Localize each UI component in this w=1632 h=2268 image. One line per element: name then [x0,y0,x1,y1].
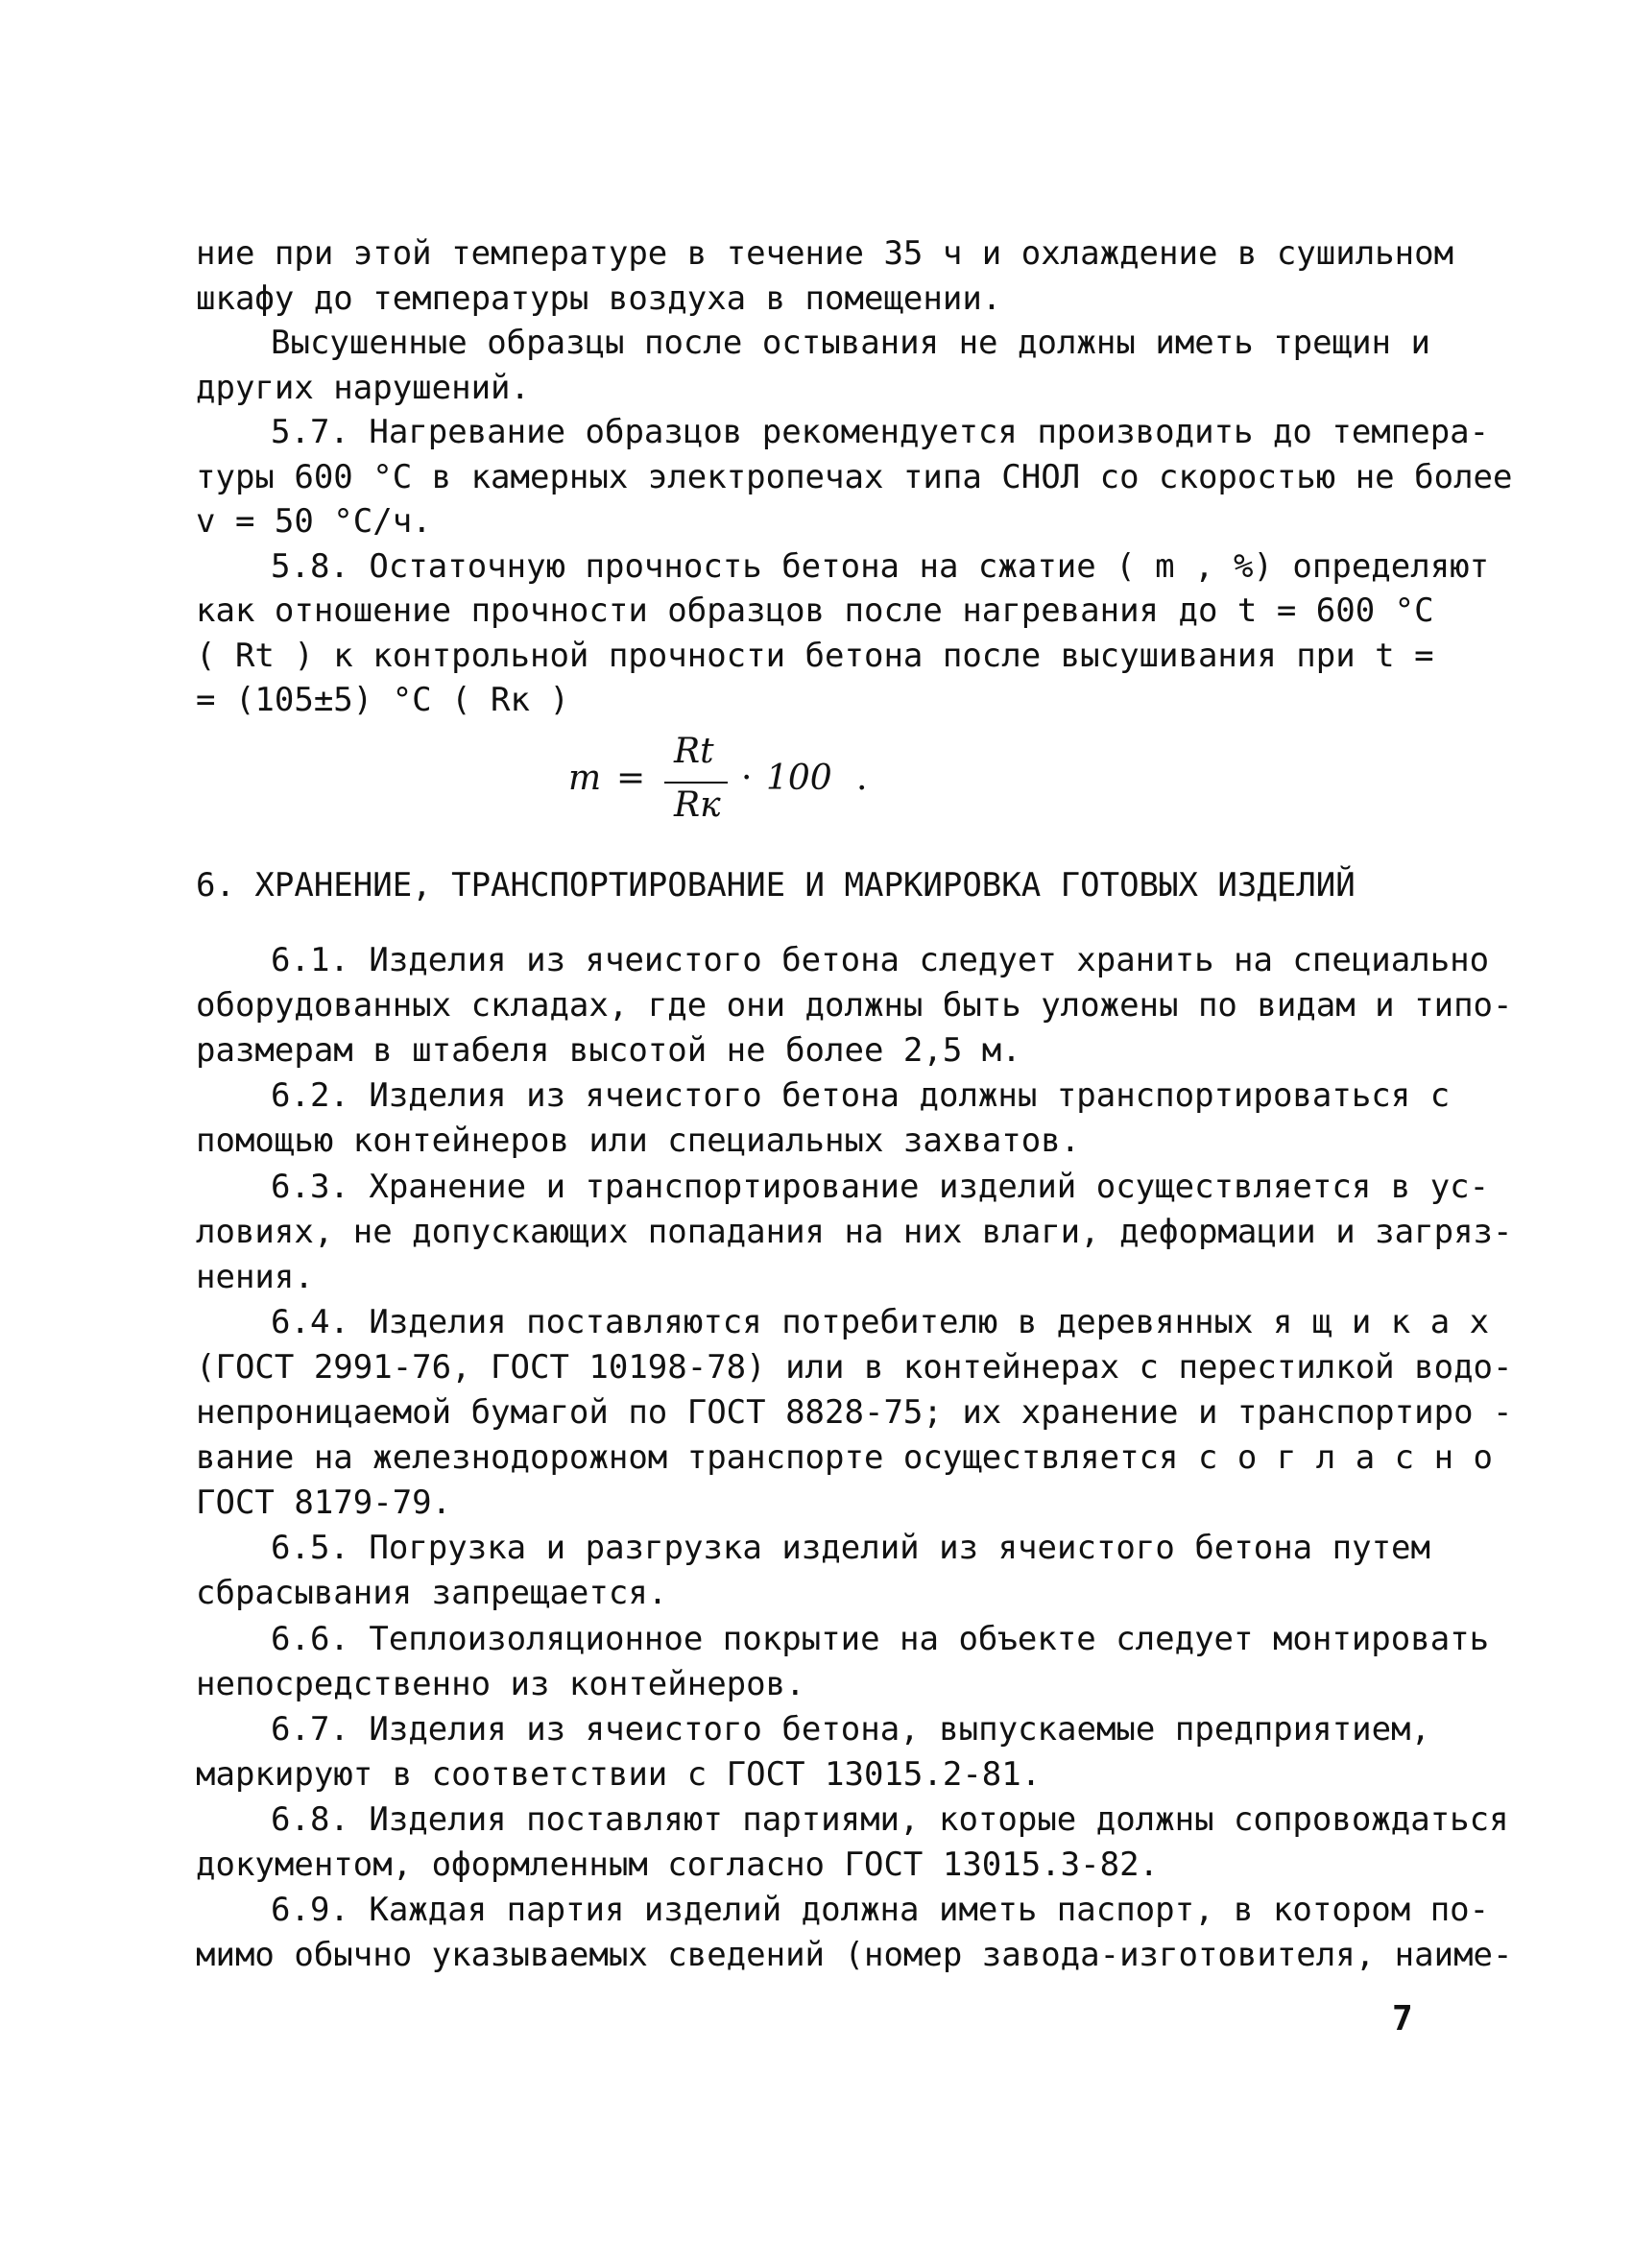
text-line: размерам в штабеля высотой не более 2,5 м. [196,1031,1021,1071]
text-line: вание на железнодорожном транспорте осуществляется с о г л а с н о [196,1438,1494,1478]
text-line: 6.3. Хранение и транспортирование изделий осуществляется в ус- [271,1167,1490,1206]
text-line: шкафу до температуры воздуха в помещении. [196,278,1002,318]
text-line: ( Rt ) к контрольной прочности бетона после высушивания при t = [196,636,1434,675]
text-line: (ГОСТ 2991-76, ГОСТ 10198-78) или в контейнерах с перестилкой водо- [196,1347,1513,1387]
formula-lhs: m [568,759,602,798]
text-line: мимо обычно указываемых сведений (номер завода-изготовителя, наиме- [196,1936,1513,1975]
formula-denominator: Rк [674,785,721,825]
text-line: сбрасывания запрещается. [196,1574,668,1613]
text-line: 6.2. Изделия из ячеистого бетона должны транспортироваться с [271,1076,1451,1116]
formula-equals: = [616,759,646,798]
text-line: помощью контейнеров или специальных захватов. [196,1122,1081,1161]
formula-numerator: Rt [674,732,714,771]
text-line: маркируют в соответствии с ГОСТ 13015.2-81. [196,1754,1042,1794]
text-line: 5.7. Нагревание образцов рекомендуется производить до темпера- [271,413,1490,451]
text-line: = (105±5) °С ( Rк ) [196,681,569,719]
section-heading: 6. ХРАНЕНИЕ, ТРАНСПОРТИРОВАНИЕ И МАРКИРОВКА ГОТОВЫХ ИЗДЕЛИЙ [196,866,1356,905]
page-number: 7 [1392,1999,1413,2039]
text-line: 6.5. Погрузка и разгрузка изделий из ячеистого бетона путем [271,1529,1430,1568]
text-line: 5.8. Остаточную прочность бетона на сжатие ( m , %) определяют [271,546,1490,586]
formula-period: . [856,759,868,798]
text-line: 6.4. Изделия поставляются потребителю в деревянных я щ и к а х [271,1302,1490,1341]
text-line: непроницаемой бумагой по ГОСТ 8828-75; их хранение и транспортиро - [196,1393,1513,1432]
text-line: Высушенные образцы после остывания не должны иметь трещин и [271,324,1430,362]
text-line: 6.8. Изделия поставляют партиями, которые должны сопровождаться [271,1799,1509,1839]
text-line: нения. [196,1257,314,1296]
text-line: непосредственно из контейнеров. [196,1664,805,1703]
text-line: туры 600 °С в камерных электропечах типа СНОЛ со скоростью не более [196,457,1513,496]
text-line: документом, оформленным согласно ГОСТ 13015.3-82. [196,1846,1160,1884]
text-line: 6.1. Изделия из ячеистого бетона следует хранить на специально [271,941,1490,979]
text-line: 6.9. Каждая партия изделий должна иметь паспорт, в котором по- [271,1891,1490,1930]
formula-residual-strength [568,732,895,837]
text-line: других нарушений. [196,368,530,407]
text-line: ловиях, не допускающих попадания на них влаги, деформации и загряз- [196,1212,1513,1251]
text-line: 6.6. Теплоизоляционное покрытие на объекте следует монтировать [271,1619,1490,1658]
text-line: ние при этой температуре в течение 35 ч и охлаждение в сушильном [196,234,1454,273]
text-line: оборудованных складах, где они должны быть уложены по видам и типо- [196,986,1513,1025]
text-line: 6.7. Изделия из ячеистого бетона, выпускаемые предприятием, [271,1709,1430,1749]
text-line: v = 50 °С/ч. [196,502,432,541]
fraction-bar [664,782,728,784]
text-line: как отношение прочности образцов после нагревания до t = 600 °С [196,591,1434,630]
formula-factor: 100 [766,759,832,798]
formula-multiply: · [741,759,753,798]
text-line: ГОСТ 8179-79. [196,1484,452,1523]
